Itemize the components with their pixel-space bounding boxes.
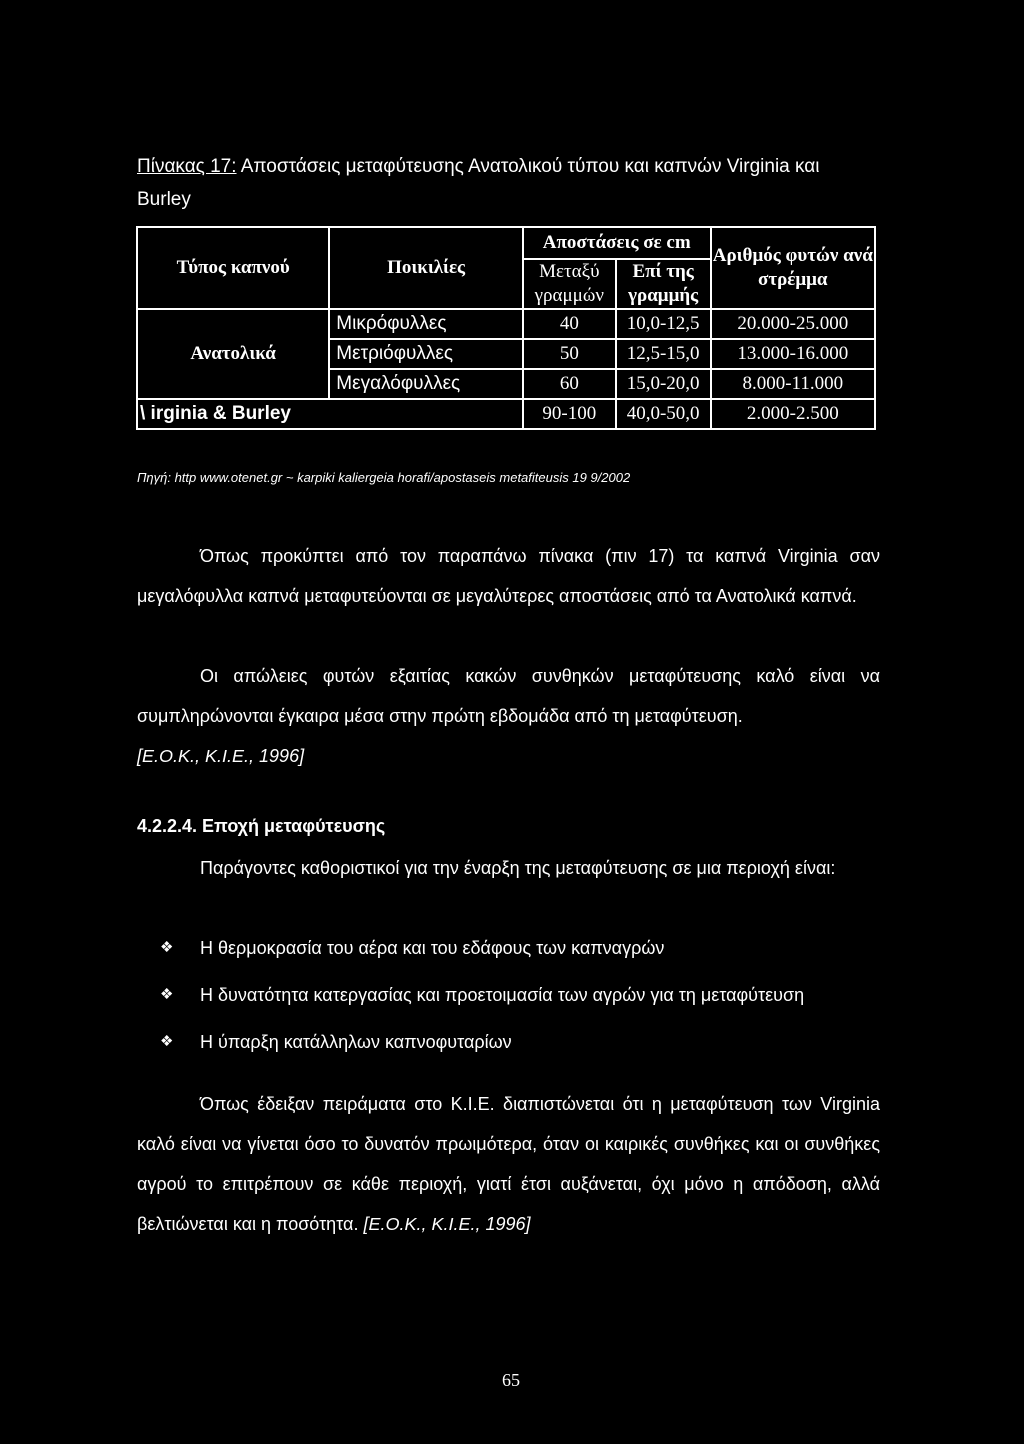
citation: [Ε.Ο.Κ., Κ.Ι.Ε., 1996] <box>363 1214 531 1234</box>
on-row-cell: 15,0-20,0 <box>616 369 711 399</box>
between-rows-cell: 60 <box>523 369 616 399</box>
table-label: Πίνακας 17: <box>137 156 237 177</box>
paragraph-2-text: Οι απώλειες φυτών εξαιτίας κακών συνθηκών μεταφύτευσης καλό είναι να συμπληρώνονται έγκαιρα μέσα στην πρώτη εβδομάδα από τη μεταφύτευση. <box>137 666 880 726</box>
paragraph-3 <box>137 848 880 888</box>
paragraph-3-text: Παράγοντες καθοριστικοί για την έναρξη της μεταφύτευσης σε μια περιοχή είναι: <box>200 858 836 878</box>
list-item-text: Η δυνατότητα κατεργασίας και προετοιμασία των αγρών για τη μεταφύτευση <box>200 985 805 1005</box>
between-rows-cell: 50 <box>523 339 616 369</box>
type-cell-oriental: Ανατολικά <box>137 309 329 399</box>
paragraph-1-text: Όπως προκύπτει από τον παραπάνω πίνακα (πιν 17) τα καπνά Virginia σαν μεγαλόφυλλα καπνά μεταφυτεύονται σε μεγαλύτερες αποστάσεις από τα Ανατολικά καπνά. <box>137 546 880 606</box>
on-row-cell: 40,0-50,0 <box>616 399 711 429</box>
header-between-rows: Μεταξύ γραμμών <box>523 259 616 309</box>
list-item <box>160 975 880 1015</box>
variety-cell: Μετριόφυλλες <box>329 339 523 369</box>
on-row-cell: 12,5-15,0 <box>616 339 711 369</box>
table-caption-text: Αποστάσεις μεταφύτευσης Ανατολικού τύπου και καπνών Virginia και Burley <box>137 156 820 210</box>
paragraph-4 <box>137 1084 880 1244</box>
header-plants: Αριθμός φυτών ανά στρέμμα <box>711 227 875 309</box>
between-rows-cell: 40 <box>523 309 616 339</box>
header-distances: Αποστάσεις σε cm <box>523 227 711 259</box>
list-item-text: Η θερμοκρασία του αέρα και του εδάφους των καπναγρών <box>200 938 665 958</box>
list-item <box>160 928 880 968</box>
plants-cell: 13.000-16.000 <box>711 339 875 369</box>
paragraph-1 <box>137 536 880 616</box>
plants-cell: 20.000-25.000 <box>711 309 875 339</box>
section-heading: 4.2.2.4. Εποχή μεταφύτευσης <box>137 816 386 836</box>
planting-distances-table <box>136 226 876 430</box>
header-on-row: Επί της γραμμής <box>616 259 711 309</box>
diamond-bullet-icon: ❖ <box>160 939 174 956</box>
table-source: Πηγή: http www.otenet.gr ~ karpiki kaliergeia horafi/apostaseis metafiteusis 19 9/2002 <box>137 470 631 485</box>
between-rows-cell: 90-100 <box>523 399 616 429</box>
variety-cell: Μικρόφυλλες <box>329 309 523 339</box>
diamond-bullet-icon: ❖ <box>160 986 174 1003</box>
type-cell-virginia-burley: \ irginia & Burley <box>137 399 523 429</box>
list-item-text: Η ύπαρξη κατάλληλων καπνοφυταρίων <box>200 1032 512 1052</box>
bullet-list <box>160 928 880 1069</box>
header-type: Τύπος καπνού <box>137 227 329 309</box>
citation: [Ε.Ο.Κ., Κ.Ι.Ε., 1996] <box>137 746 305 766</box>
plants-cell: 8.000-11.000 <box>711 369 875 399</box>
table-row <box>137 309 875 339</box>
diamond-bullet-icon: ❖ <box>160 1033 174 1050</box>
table-caption <box>137 150 877 216</box>
plants-cell: 2.000-2.500 <box>711 399 875 429</box>
on-row-cell: 10,0-12,5 <box>616 309 711 339</box>
paragraph-4-text: Όπως έδειξαν πειράματα στο Κ.Ι.Ε. διαπιστώνεται ότι η μεταφύτευση των Virginia καλό είναι να γίνεται όσο το δυνατόν πρωιμότερα, όταν οι καιρικές συνθήκες και οι συνθήκες αγρού το επιτρέπουν σε κάθε περιοχή, γιατί έτσι αυξάνεται, όχι μόνο η απόδοση, αλλά βελτιώνεται και η ποσότητα. <box>137 1094 880 1234</box>
paragraph-2 <box>137 656 880 776</box>
page-number: 65 <box>502 1370 520 1390</box>
variety-cell: Μεγαλόφυλλες <box>329 369 523 399</box>
table-row <box>137 399 875 429</box>
list-item <box>160 1022 880 1062</box>
header-varieties: Ποικιλίες <box>329 227 523 309</box>
